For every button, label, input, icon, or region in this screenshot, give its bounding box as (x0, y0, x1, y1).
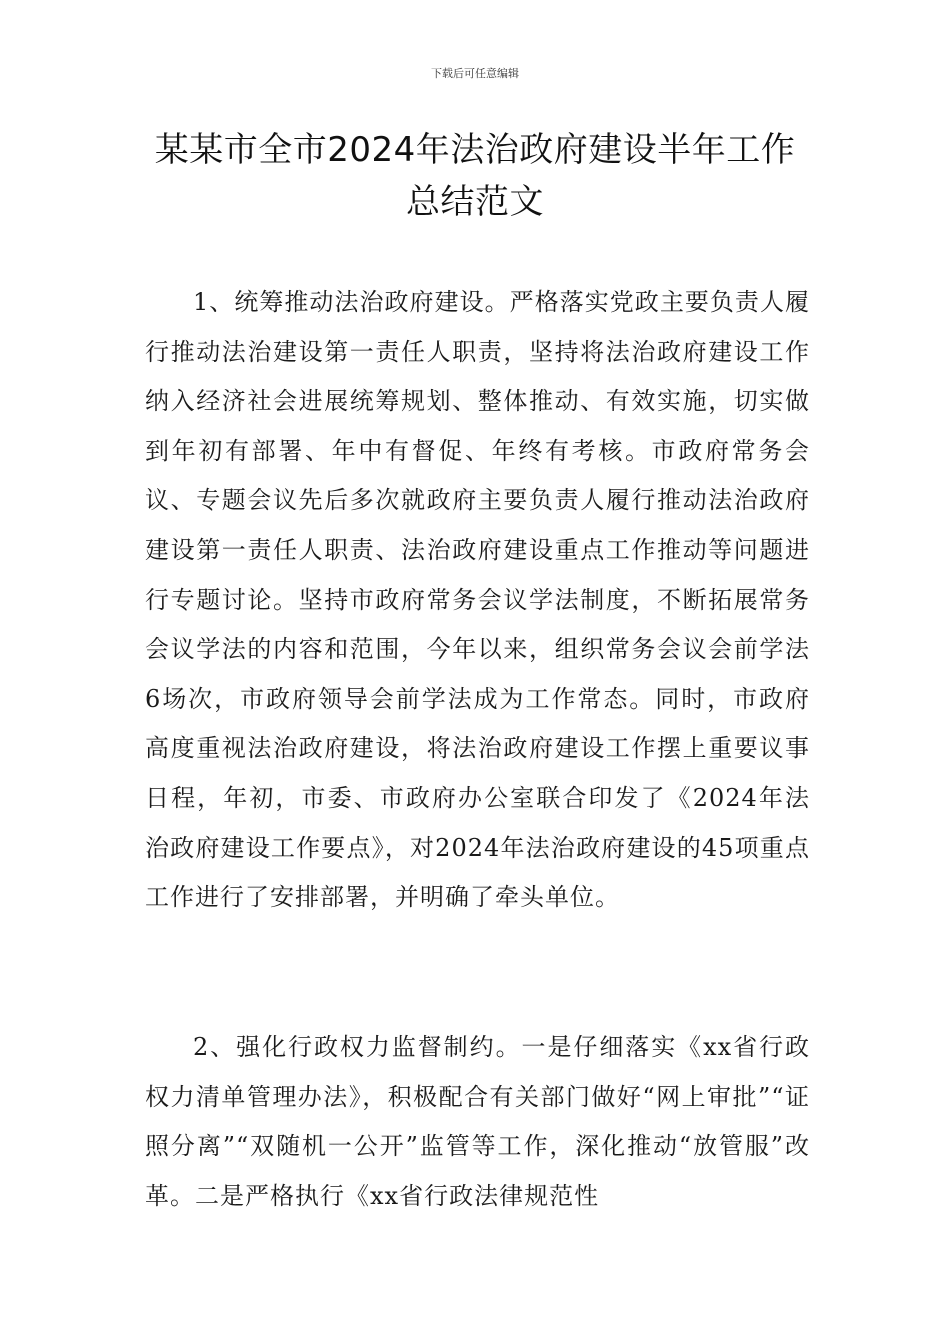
paragraph-1: 1、统筹推动法治政府建设。严格落实党政主要负责人履行推动法治建设第一责任人职责，坚持将法治政府建设工作纳入经济社会进展统筹规划、整体推动、有效实施，切实做到年初有部署、年中有督促、年终有考核。市政府常务会议、专题会议先后多次就政府主要负责人履行推动法治政府建设第一责任人职责、法治政府建设重点工作推动等问题进行专题讨论。坚持市政府常务会议学法制度，不断拓展常务会议学法的内容和范围，今年以来，组织常务会议会前学法6场次，市政府领导会前学法成为工作常态。同时，市政府高度重视法治政府建设，将法治政府建设工作摆上重要议事日程，年初，市委、市政府办公室联合印发了《2024年法治政府建设工作要点》，对2024年法治政府建设的45项重点工作进行了安排部署，并明确了牵头单位。 (145, 288, 810, 912)
paragraph-2: 2、强化行政权力监督制约。一是仔细落实《xx省行政权力清单管理办法》，积极配合有关部门做好“网上审批”“证照分离”“双随机一公开”监管等工作，深化推动“放管服”改革。二是严格执行《xx省行政法律规范性 (145, 1033, 810, 1210)
document-title (140, 124, 810, 228)
document-title-line-2: 总结范文 (406, 182, 544, 222)
document-title-line-1: 某某市全市2024年法治政府建设半年工作 (154, 130, 796, 170)
header-note: 下载后可任意编辑 (431, 67, 519, 80)
